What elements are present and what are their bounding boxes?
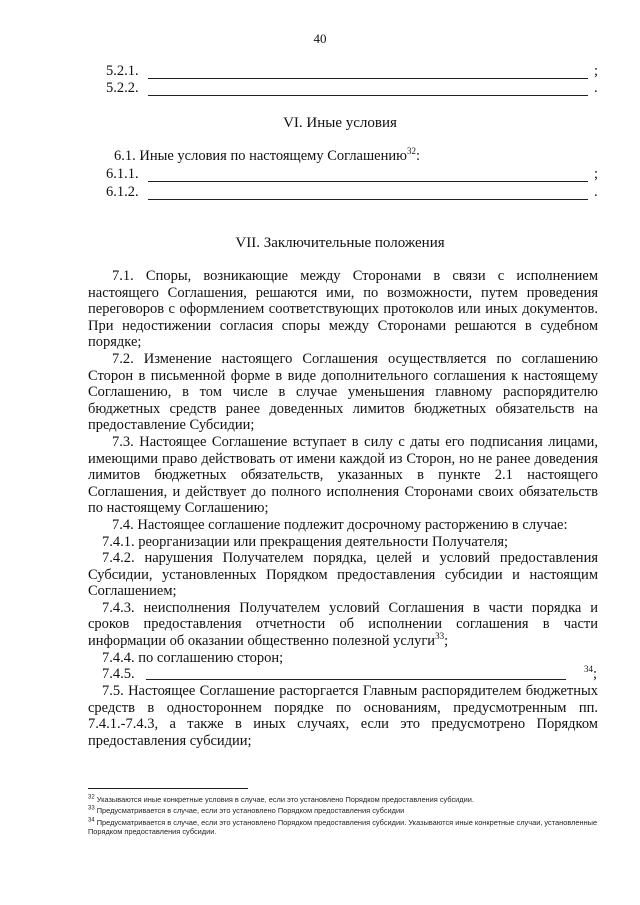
- paragraph-7-4-2: 7.4.2. нарушения Получателем порядка, целей и условий предоставления Субсидии, установленных Порядком предоставления субсидии и настоящим Соглашением;: [88, 550, 598, 600]
- page-number: 40: [313, 31, 327, 46]
- line-end-punct: ;: [594, 63, 599, 79]
- paragraph-7-3: 7.3. Настоящее Соглашение вступает в силу с даты его подписания лицами, имеющими право действовать от имени каждой из Сторон, но не ранее доведения лимитов бюджетных обязательств, указанных в пункте 2.1 настоящего Соглашения, и действует до полного исполнения Сторонами своих обязательств по настоящему Соглашению;: [88, 433, 598, 517]
- blank-underline: [148, 199, 588, 200]
- footnote-number: 33: [88, 805, 95, 812]
- fill-line-6-1-2: [106, 184, 600, 202]
- paragraph-7-2: 7.2. Изменение настоящего Соглашения осуществляется по соглашению Сторон в письменной форме в виде дополнительного соглашения к настоящему Соглашению, в том числе в случае уменьшения главному распорядителю бюджетных средств ранее доведенных лимитов бюджетных обязательств на предоставление Субсидии;: [88, 350, 598, 434]
- footnote-number: 34: [88, 817, 95, 824]
- footnote-ref: 34: [584, 664, 593, 675]
- paragraph-end: ;: [444, 633, 449, 650]
- item-label: 7.4.5.: [102, 666, 135, 683]
- footnote-33: [88, 806, 598, 815]
- footnote-text: Предусматривается в случае, если это установлено Порядком предоставления субсидии. Указываются иные конкретные случаи, установленные Порядком предоставления субсидии.: [88, 818, 598, 836]
- line-end-punct: ;: [594, 166, 599, 182]
- footnote-32: [88, 795, 598, 804]
- line-end-punct: .: [594, 80, 598, 96]
- fill-line-6-1-1: [106, 166, 600, 184]
- line-end-punct: ;: [593, 666, 598, 683]
- footnote-number: 32: [88, 794, 95, 801]
- fill-line-5-2-2: [106, 80, 600, 98]
- paragraph-7-5: 7.5. Настоящее Соглашение расторгается Главным распорядителем бюджетных средств в одностороннем порядке по основаниям, предусмотренным пп. 7.4.1.-7.4.3, а также в иных случаях, если это предусмотрено Порядком предоставления субсидии;: [88, 683, 598, 750]
- blank-underline: [148, 181, 588, 182]
- footnote-text: Предусматривается в случае, если это установлено Порядком предоставления субсидии: [96, 806, 405, 815]
- footnote-text: Указываются иные конкретные условия в случае, если это установлено Порядком предоставления субсидии.: [96, 795, 474, 804]
- section-7-body: [88, 268, 598, 750]
- paragraph-7-4: 7.4. Настоящее соглашение подлежит досрочному расторжению в случае:: [112, 516, 568, 533]
- paragraph-7-4-5: [88, 666, 598, 683]
- blank-underline: [146, 679, 566, 680]
- footnote-ref: 32: [406, 146, 416, 157]
- paragraph-text: 7.4.3. неисполнения Получателем условий Соглашения в части порядка и сроков предоставления отчетности об исполнении соглашения в части информации об оказании общественно полезной услуги: [88, 599, 598, 650]
- item-label: 6.1.2.: [106, 184, 139, 200]
- line-end-punct: .: [594, 184, 598, 200]
- footnote-separator: [88, 788, 248, 789]
- item-label: 5.2.1.: [106, 63, 139, 79]
- intro-text: 6.1. Иные условия по настоящему Соглашению: [114, 148, 407, 164]
- section-heading-7: VII. Заключительные положения: [235, 235, 445, 251]
- section-heading-6: VI. Иные условия: [283, 115, 397, 131]
- paragraph-7-4-4: 7.4.4. по соглашению сторон;: [102, 649, 284, 666]
- footnote-34: [88, 818, 598, 836]
- blank-underline: [148, 78, 588, 79]
- intro-end: :: [415, 148, 420, 164]
- blank-underline: [148, 95, 588, 96]
- section-6-intro: [114, 148, 594, 165]
- fill-line-5-2-1: [106, 63, 600, 81]
- item-label: 6.1.1.: [106, 166, 139, 182]
- item-label: 5.2.2.: [106, 80, 139, 96]
- paragraph-7-1: 7.1. Споры, возникающие между Сторонами в связи с исполнением настоящего Соглашения, решаются ими, по возможности, путем проведения переговоров с оформлением соответствующих протоколов или иных документов. При недостижении согласия споры между Сторонами решаются в судебном порядке;: [88, 268, 598, 351]
- paragraph-7-4-1: 7.4.1. реорганизации или прекращения деятельности Получателя;: [102, 533, 509, 550]
- footnote-ref: 33: [435, 631, 445, 642]
- paragraph-7-4-3: [88, 600, 598, 650]
